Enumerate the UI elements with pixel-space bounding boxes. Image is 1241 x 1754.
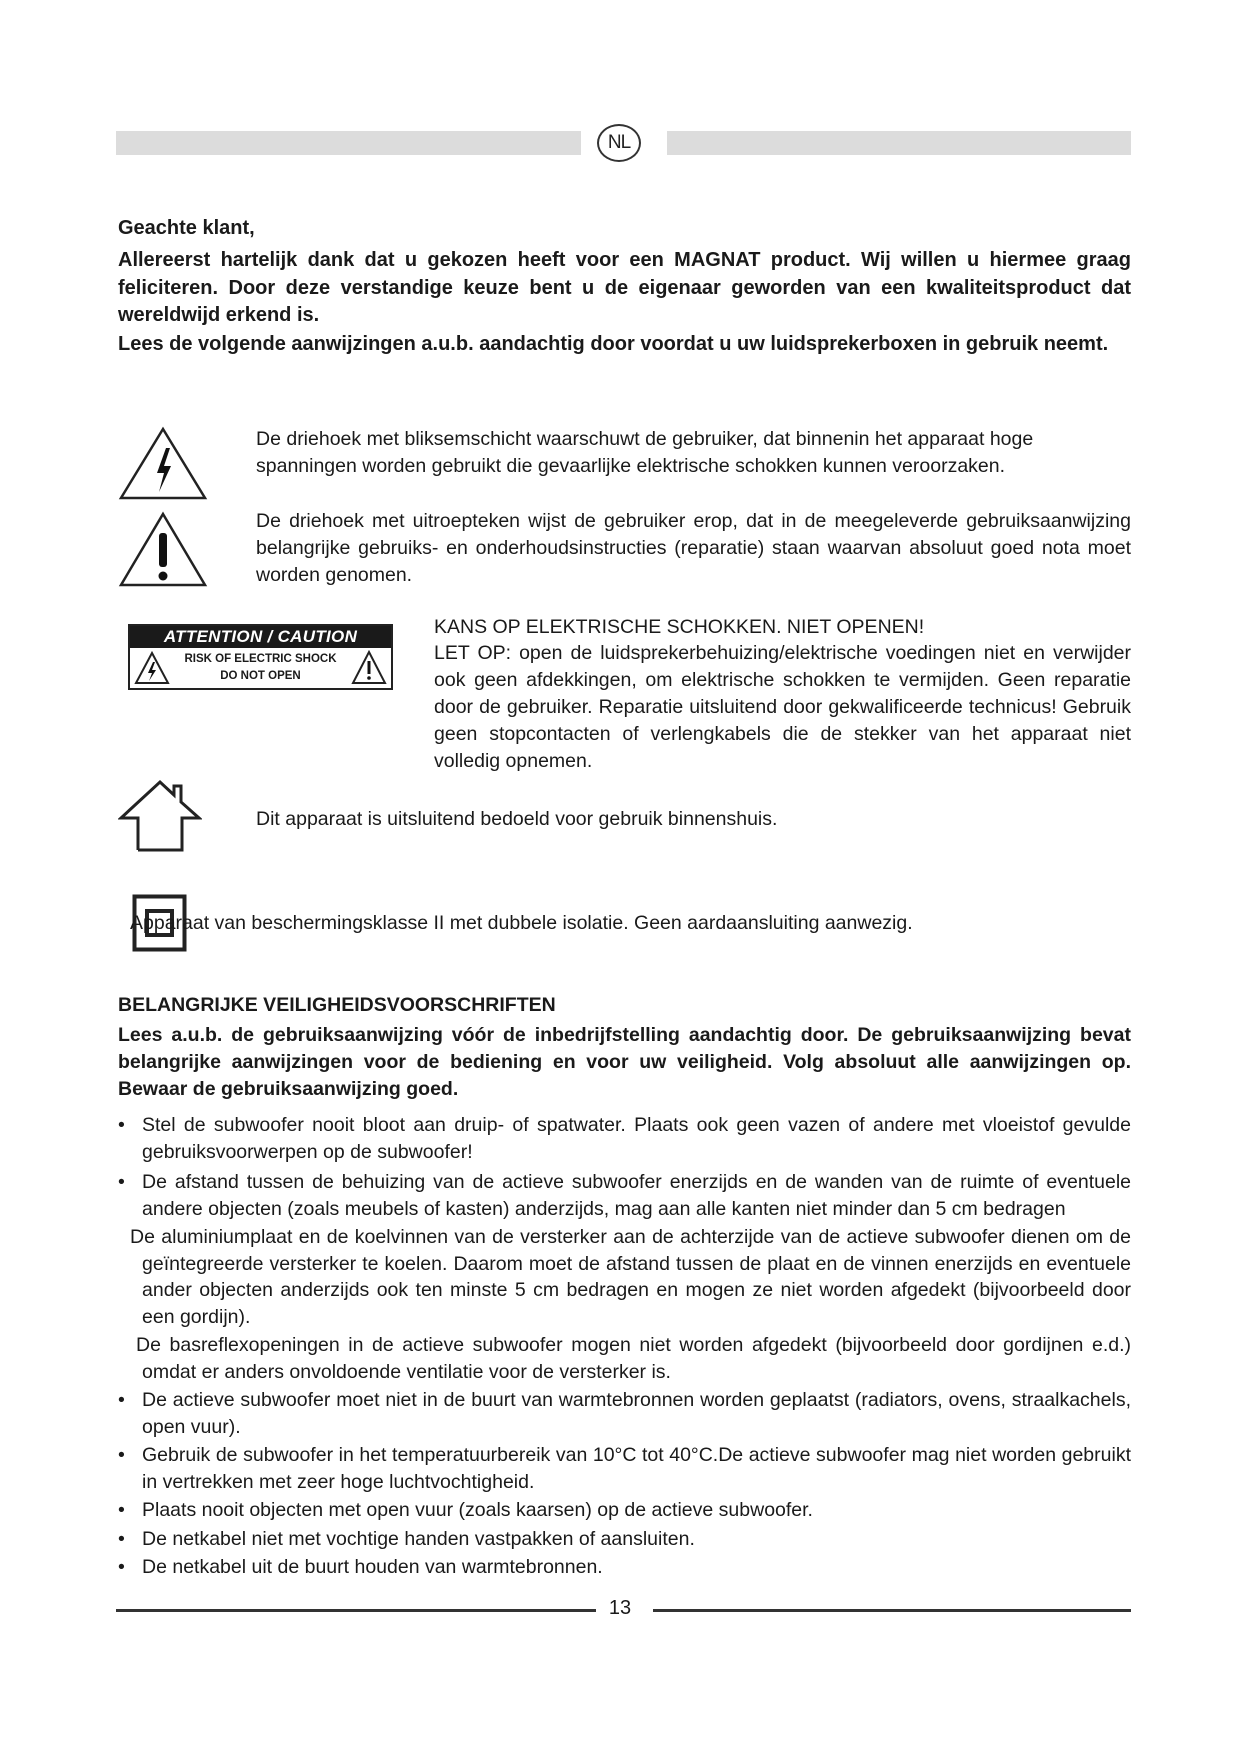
intro-paragraph-1: Allereerst hartelijk dank dat u gekozen heeft voor een MAGNAT product. Wij willen u hiermee graag feliciteren. Door deze verstandige keuze bent u de eigenaar geworden van een kwaliteitsproduct dat wereldwijd erkend is. xyxy=(118,249,1131,326)
list-item xyxy=(118,1497,1131,1524)
list-item xyxy=(118,1224,1131,1330)
bullet-icon: • xyxy=(118,1444,125,1466)
list-item-text: Gebruik de subwoofer in het temperatuurbereik van 10°C tot 40°C.De actieve subwoofer mag niet worden gebruikt in vertrekken met zeer hoge luchtvochtigheid. xyxy=(142,1444,1131,1493)
section-title: BELANGRIJKE VEILIGHEIDSVOORSCHRIFTEN xyxy=(118,994,556,1016)
bullet-icon: • xyxy=(118,1171,125,1193)
safety-list xyxy=(118,1112,1131,1583)
intro-text xyxy=(118,247,1131,358)
list-item-text: De aluminiumplaat en de koelvinnen van de versterker aan de achterzijde van de actieve subwoofer dienen om de geïntegreerde versterker te koelen. Daarom moet de afstand tussen de plaat en de vinnen enerzijds en eventuele ander objecten anderzijds ook ten minste 5 cm bedragen en mogen ze niet worden afgedekt (bijvoorbeeld door een gordijn). xyxy=(130,1226,1131,1328)
exclamation-symbol-text: De driehoek met uitroepteken wijst de gebruiker erop, dat in de meegeleverde gebruiksaanwijzing belangrijke gebruiks- en onderhoudsinstructies (reparatie) staan waarvan absoluut goed nota moet worden genomen. xyxy=(256,510,1131,586)
lightning-symbol-text: De driehoek met bliksemschicht waarschuwt de gebruiker, dat binnenin het apparaat hoge spanningen worden gebruikt die gevaarlijke elektrische schokken kunnen veroorzaken. xyxy=(256,428,1034,477)
list-item-text: De afstand tussen de behuizing van de actieve subwoofer enerzijds en de wanden van de ruimte of eventuele andere objecten (zoals meubels of kasten) anderzijds, mag aan alle kanten niet minder dan 5 cm bedragen xyxy=(142,1171,1131,1220)
caution-label-line-2: DO NOT OPEN xyxy=(220,670,301,682)
bullet-icon: • xyxy=(118,1114,125,1136)
house-icon xyxy=(118,778,202,859)
class-ii-text: Apparaat van beschermingsklasse II met dubbele isolatie. Geen aardaansluiting aanwezig. xyxy=(130,912,913,934)
greeting: Geachte klant, xyxy=(118,217,255,239)
caution-text xyxy=(434,614,1131,775)
caution-text-title: KANS OP ELEKTRISCHE SCHOKKEN. NIET OPENEN! xyxy=(434,616,925,638)
list-item xyxy=(118,1442,1131,1495)
caution-label-body xyxy=(130,648,391,688)
lightning-triangle-icon xyxy=(118,426,208,507)
bullet-icon: • xyxy=(118,1499,125,1521)
caution-label-header: ATTENTION / CAUTION xyxy=(130,626,391,648)
list-item xyxy=(118,1169,1131,1222)
list-item xyxy=(118,1332,1131,1385)
caution-text-body: LET OP: open de luidsprekerbehuizing/elektrische voedingen niet en verwijder ook geen afdekkingen, om elektrische schokken te vermijden. Geen reparatie door de gebruiker. Reparatie uitsluitend door gekwalificeerde technicus! Gebruik geen stopcontacten of verlengkabels die de stekker van het apparaat niet volledig opnemen. xyxy=(434,642,1131,772)
header-bar-left xyxy=(116,131,581,155)
language-badge: NL xyxy=(597,124,641,162)
list-item-text: Plaats nooit objecten met open vuur (zoals kaarsen) op de actieve subwoofer. xyxy=(142,1499,813,1521)
footer-rule-right xyxy=(653,1609,1131,1612)
page-number: 13 xyxy=(608,1597,632,1619)
exclamation-triangle-icon xyxy=(118,511,208,594)
caution-label xyxy=(128,624,393,690)
lightning-triangle-icon xyxy=(134,651,170,691)
bullet-icon: • xyxy=(118,1389,125,1411)
list-item-text: De netkabel niet met vochtige handen vastpakken of aansluiten. xyxy=(142,1527,695,1550)
section-intro: Lees a.u.b. de gebruiksaanwijzing vóór de inbedrijfstelling aandachtig door. De gebruiksaanwijzing bevat belangrijke aanwijzingen voor de bediening en voor uw veiligheid. Volg absoluut alle aanwijzingen op. Bewaar de gebruiksaanwijzing goed. xyxy=(118,1024,1131,1100)
bullet-icon: • xyxy=(118,1556,125,1578)
exclamation-triangle-icon xyxy=(351,650,387,691)
list-item xyxy=(118,1112,1131,1165)
list-item-text: Stel de subwoofer nooit bloot aan druip- of spatwater. Plaats ook geen vazen of andere met vloeistof gevulde gebruiksvoorwerpen op de subwoofer! xyxy=(142,1114,1131,1163)
list-item xyxy=(118,1554,1131,1581)
bullet-icon: • xyxy=(118,1527,125,1550)
list-item-text: De actieve subwoofer moet niet in de buurt van warmtebronnen worden geplaatst (radiators, ovens, straalkachels, open vuur). xyxy=(142,1389,1131,1438)
list-item xyxy=(118,1526,1131,1553)
intro-paragraph-2: Lees de volgende aanwijzingen a.u.b. aandachtig door voordat u uw luidsprekerboxen in gebruik neemt. xyxy=(118,332,1109,355)
footer-rule-left xyxy=(116,1609,596,1612)
list-item xyxy=(118,1387,1131,1440)
header-bar-right xyxy=(667,131,1131,155)
caution-label-line-1: RISK OF ELECTRIC SHOCK xyxy=(184,653,337,665)
list-item-text: De netkabel uit de buurt houden van warmtebronnen. xyxy=(142,1556,603,1578)
list-item-text: De basreflexopeningen in de actieve subwoofer mogen niet worden afgedekt (bijvoorbeeld door gordijnen e.d.) omdat er anders onvoldoende ventilatie voor de versterker is. xyxy=(136,1334,1131,1383)
indoor-use-text: Dit apparaat is uitsluitend bedoeld voor gebruik binnenshuis. xyxy=(256,808,778,830)
